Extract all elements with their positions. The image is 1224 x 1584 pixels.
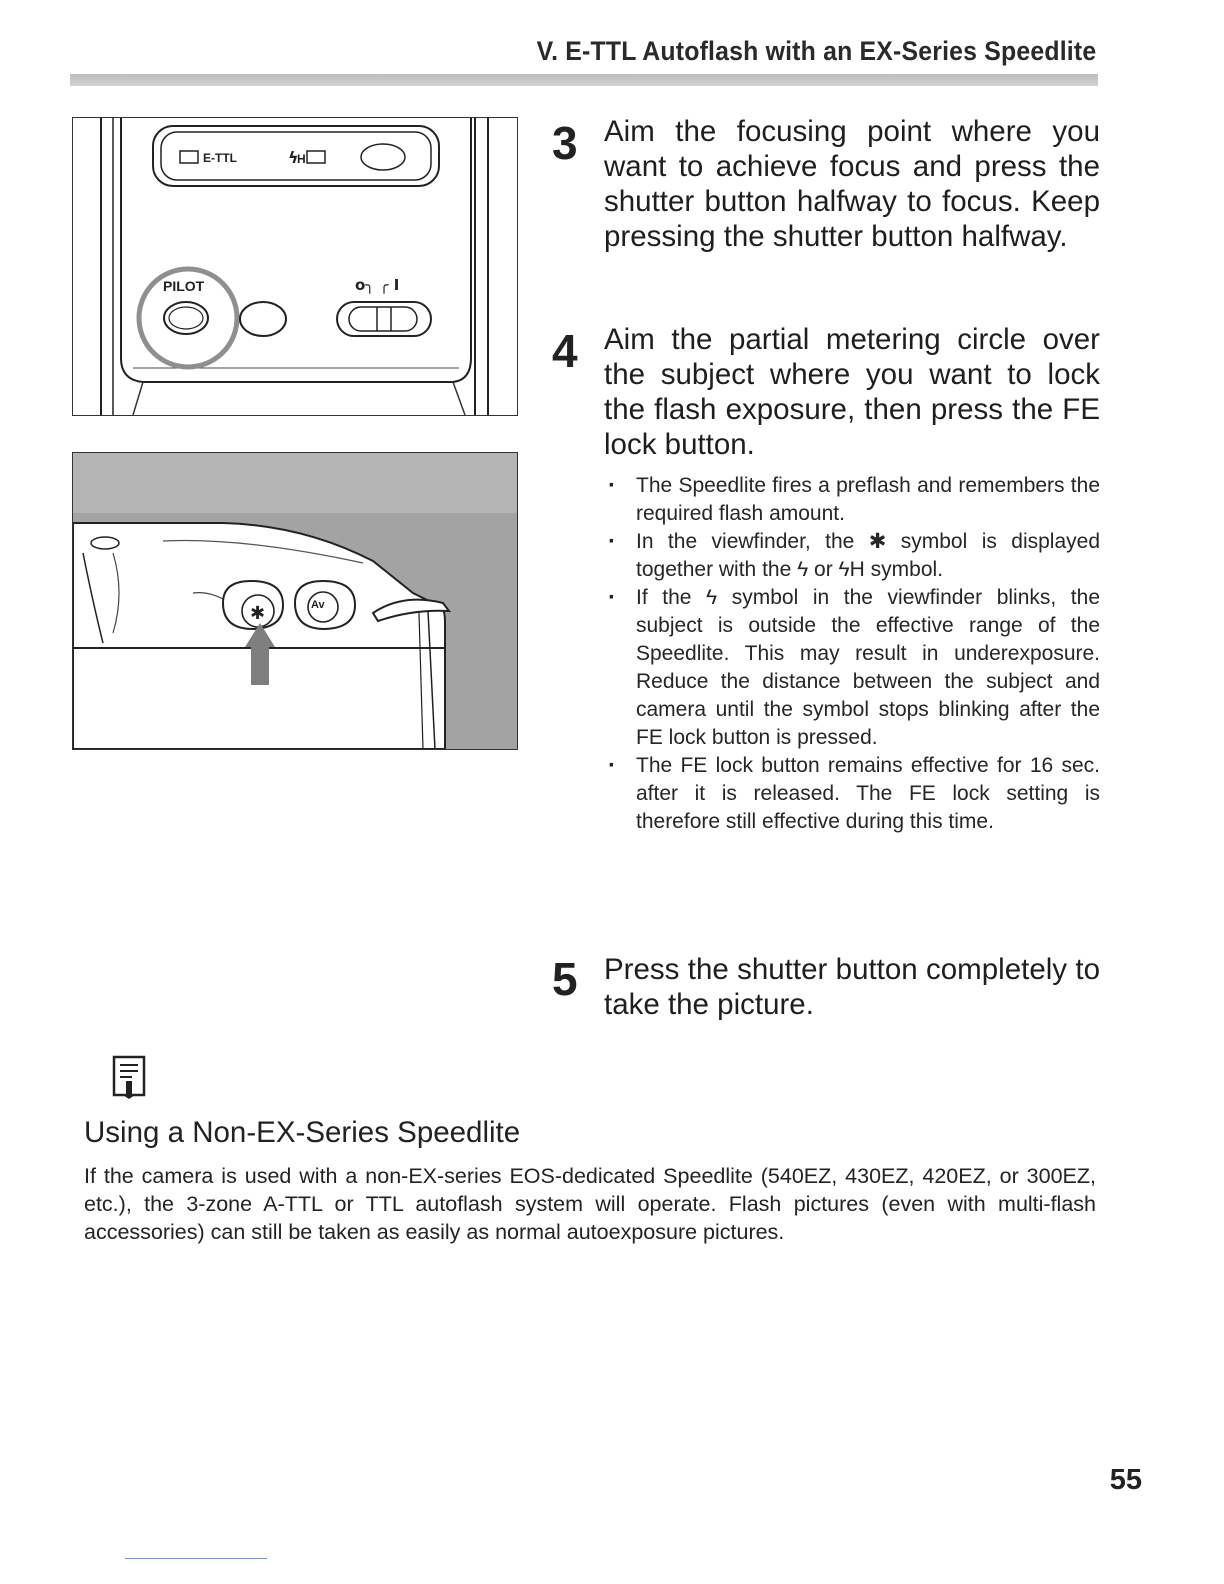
section-title: V. E-TTL Autoflash with an EX-Series Speedlite <box>536 36 1096 66</box>
step-text: Press the shutter button completely to take the picture. <box>604 953 1100 1021</box>
step-4 <box>552 322 1100 462</box>
note-title: Using a Non-EX-Series Speedlite <box>84 1116 521 1149</box>
speedlite-panel-illustration <box>72 117 518 416</box>
step-4-notes-list <box>606 472 1100 836</box>
list-item: · In the viewfinder, the ✱ symbol is displayed together with the ϟ or ϟH symbol. <box>606 528 1100 584</box>
fe-lock-star-label: ✱ <box>250 603 266 624</box>
av-button-label: Av <box>311 599 325 611</box>
note-body: If the camera is used with a non-EX-series EOS-dedicated Speedlite (540EZ, 430EZ, 420EZ, or 300EZ, etc.), the 3-zone A-TTL or TTL autoflash system will operate. Flash pictures (even with multi-flash accessories) can still be taken as easily as normal autoexposure pictures. <box>84 1164 1096 1244</box>
memo-icon <box>112 1055 146 1104</box>
power-switch-icon: o╮ ╭ I <box>355 276 400 294</box>
list-item: · The FE lock button remains effective for 16 sec. after it is released. The FE lock setting is therefore still effective during this time. <box>606 752 1100 836</box>
step-number: 4 <box>552 325 578 377</box>
step-5 <box>552 952 1100 1022</box>
fe-lock-button-illustration <box>72 452 518 750</box>
high-speed-label: H <box>297 152 306 166</box>
page-number: 55 <box>1109 1464 1142 1496</box>
footer-line <box>125 1558 267 1559</box>
step-text: Aim the focusing point where you want to achieve focus and press the shutter button halfway to focus. Keep pressing the shutter button halfway. <box>604 115 1100 253</box>
pilot-label: PILOT <box>163 278 205 294</box>
list-item: · If the ϟ symbol in the viewfinder blinks, the subject is outside the effective range of the Speedlite. This may result in underexposure. Reduce the distance between the subject and camera until the symbol stops blinking after the FE lock button is pressed. <box>606 584 1100 752</box>
ettl-label: E-TTL <box>203 151 237 165</box>
header-rule <box>70 74 1098 86</box>
list-item: · The Speedlite fires a preflash and remembers the required flash amount. <box>606 472 1100 528</box>
step-text: Aim the partial metering circle over the subject where you want to lock the flash exposure, then press the FE lock button. <box>604 323 1100 461</box>
step-number: 5 <box>552 953 578 1005</box>
step-number: 3 <box>552 117 578 169</box>
flash-icon: ϟ <box>288 148 299 167</box>
step-3 <box>552 114 1100 254</box>
